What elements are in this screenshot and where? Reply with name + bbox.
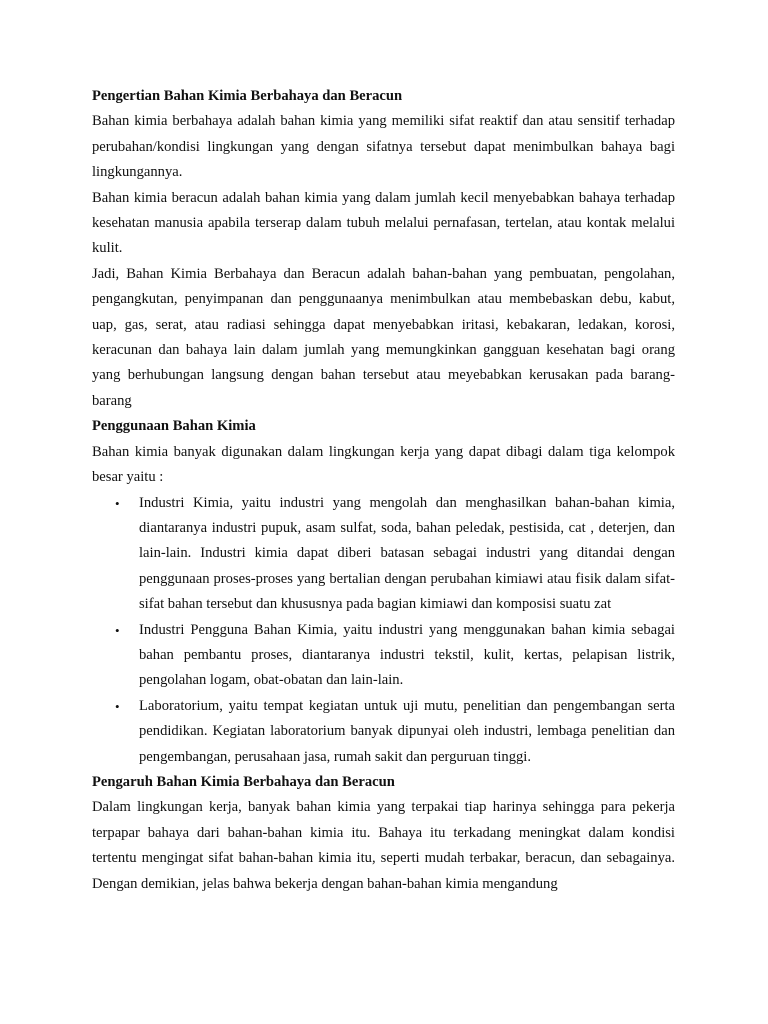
- list-item: [92, 491, 675, 618]
- paragraph: Bahan kimia beracun adalah bahan kimia yang dalam jumlah kecil menyebabkan bahaya terhadap kesehatan manusia apabila terserap dalam tubuh melalui pernafasan, tertelan, atau kontak melalui kulit.: [92, 189, 675, 257]
- paragraph: Jadi, Bahan Kimia Berbahaya dan Beracun adalah bahan-bahan yang pembuatan, pengolahan, pengangkutan, penyimpanan dan penggunaanya menimbulkan atau membebaskan debu, kabut, uap, gas, serat, atau radiasi sehingga dapat menyebabkan iritasi, kebakaran, ledakan, korosi, keracunan dan bahaya lain dalam jumlah yang memungkinkan gangguan kesehatan bagi orang yang berhubungan langsung dengan bahan tersebut atau meyebabkan kerusakan pada barang-barang: [92, 265, 675, 409]
- bullet-list: [92, 491, 675, 770]
- document-page: [92, 84, 675, 897]
- paragraph: Bahan kimia banyak digunakan dalam lingkungan kerja yang dapat dibagi dalam tiga kelompok besar yaitu :: [92, 443, 675, 486]
- paragraph: Dalam lingkungan kerja, banyak bahan kimia yang terpakai tiap harinya sehingga para pekerja terpapar bahaya dari bahan-bahan kimia itu. Bahaya itu terkadang meningkat dalam kondisi tertentu mengingat sifat bahan-bahan kimia itu, seperti mudah terbakar, beracun, dan sebagainya. Dengan demikian, jelas bahwa bekerja dengan bahan-bahan kimia mengandung: [92, 799, 675, 892]
- list-item: [92, 694, 675, 770]
- list-item-text: Industri Kimia, yaitu industri yang mengolah dan menghasilkan bahan-bahan kimia, diantaranya industri pupuk, asam sulfat, soda, bahan peledak, pestisida, cat , deterjen, dan lain-lain. Industri kimia dapat diberi batasan sebagai industri yang ditandai dengan penggunaan proses-proses yang bertalian dengan perubahan kimiawi atau fisik dalam sifat-sifat bahan tersebut dan khususnya pada bagian kimiawi dan komposisi suatu zat: [139, 494, 675, 613]
- section-heading-pengertian: Pengertian Bahan Kimia Berbahaya dan Beracun: [92, 88, 403, 104]
- paragraph: Bahan kimia berbahaya adalah bahan kimia yang memiliki sifat reaktif dan atau sensitif terhadap perubahan/kondisi lingkungan yang dengan sifatnya tersebut dapat menimbulkan bahaya bagi lingkungannya.: [92, 113, 675, 181]
- bullet-icon: •: [115, 698, 120, 714]
- bullet-icon: •: [115, 622, 120, 638]
- section-heading-pengaruh: Pengaruh Bahan Kimia Berbahaya dan Beracun: [92, 773, 395, 790]
- list-item-text: Laboratorium, yaitu tempat kegiatan untuk uji mutu, penelitian dan pengembangan serta pendidikan. Kegiatan laboratorium banyak dipunyai oleh industri, lembaga penelitian dan pengembangan, perusahaan jasa, rumah sakit dan perguruan tinggi.: [139, 697, 675, 765]
- list-item-text: Industri Pengguna Bahan Kimia, yaitu industri yang menggunakan bahan kimia sebagai bahan pembantu proses, diantaranya industri tekstil, kulit, kertas, pelapisan listrik, pengolahan logam, obat-obatan dan lain-lain.: [139, 621, 675, 689]
- list-item: [92, 618, 675, 694]
- bullet-icon: •: [115, 495, 120, 511]
- section-heading-penggunaan: Penggunaan Bahan Kimia: [92, 418, 256, 435]
